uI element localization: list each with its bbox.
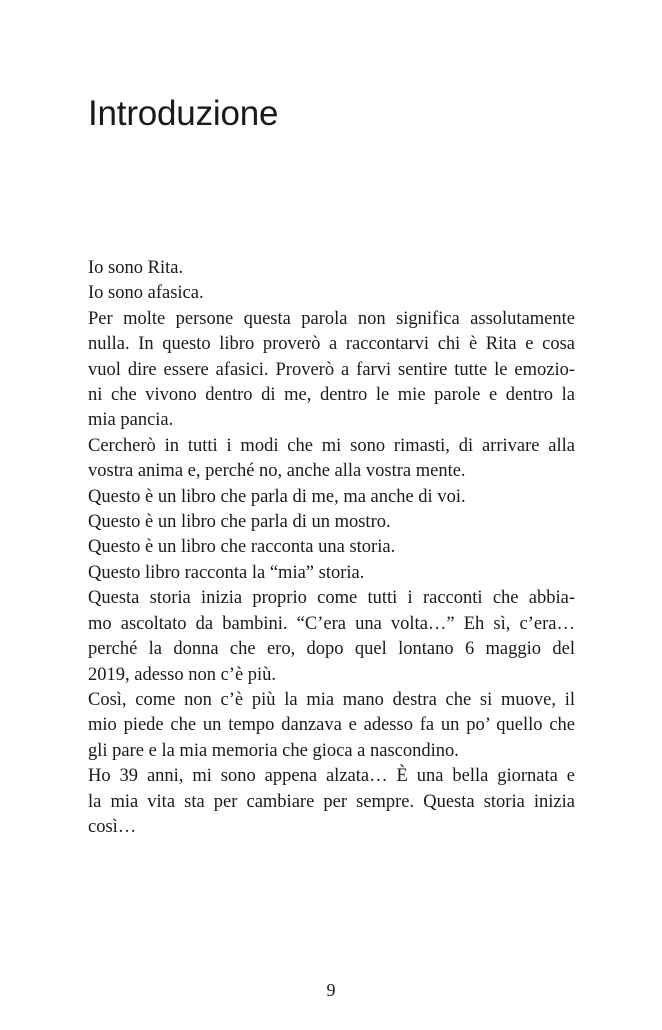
body-text — [88, 256, 575, 840]
text-line: Ho 39 anni, mi sono appena alzata… È una bella giornata e — [88, 766, 575, 787]
text-line: la mia vita sta per cambiare per sempre. Questa storia inizia — [88, 791, 575, 812]
text-line: mo ascoltato da bambini. “C’era una volta…” Eh sì, c’era… — [88, 613, 575, 634]
text-line: Io sono Rita. — [88, 258, 184, 278]
text-line: vostra anima e, perché no, anche alla vostra mente. — [88, 461, 466, 482]
text-line: Per molte persone questa parola non significa assolutamente — [88, 308, 575, 329]
text-line: Questo è un libro che parla di un mostro. — [88, 512, 391, 533]
page-number: 9 — [326, 980, 336, 1000]
chapter-title: Introduzione — [88, 94, 279, 133]
text-line: Questa storia inizia proprio come tutti i racconti che abbia- — [88, 588, 575, 609]
text-line: Questo libro racconta la “mia” storia. — [88, 562, 365, 583]
text-line: Così, come non c’è più la mia mano destra che si muove, il — [88, 689, 575, 710]
text-line: mio piede che un tempo danzava e adesso fa un po’ quello che — [88, 715, 575, 736]
text-line: gli pare e la mia memoria che gioca a nascondino. — [88, 740, 459, 761]
text-line: nulla. In questo libro proverò a raccontarvi chi è Rita e cosa — [88, 334, 575, 355]
text-line: ni che vivono dentro di me, dentro le mie parole e dentro la — [88, 385, 575, 406]
text-line: Io sono afasica. — [88, 283, 204, 304]
text-line: così… — [88, 816, 137, 837]
text-line: vuol dire essere afasici. Proverò a farvi sentire tutte le emozio- — [88, 359, 575, 380]
text-line: perché la donna che ero, dopo quel lontano 6 maggio del — [88, 639, 575, 660]
text-line: Questo è un libro che parla di me, ma anche di voi. — [88, 486, 466, 507]
text-line: mia pancia. — [88, 410, 174, 431]
text-line: Cercherò in tutti i modi che mi sono rimasti, di arrivare alla — [88, 435, 575, 456]
text-line: Questo è un libro che racconta una storia. — [88, 537, 396, 558]
text-line: 2019, adesso non c’è più. — [88, 664, 277, 685]
